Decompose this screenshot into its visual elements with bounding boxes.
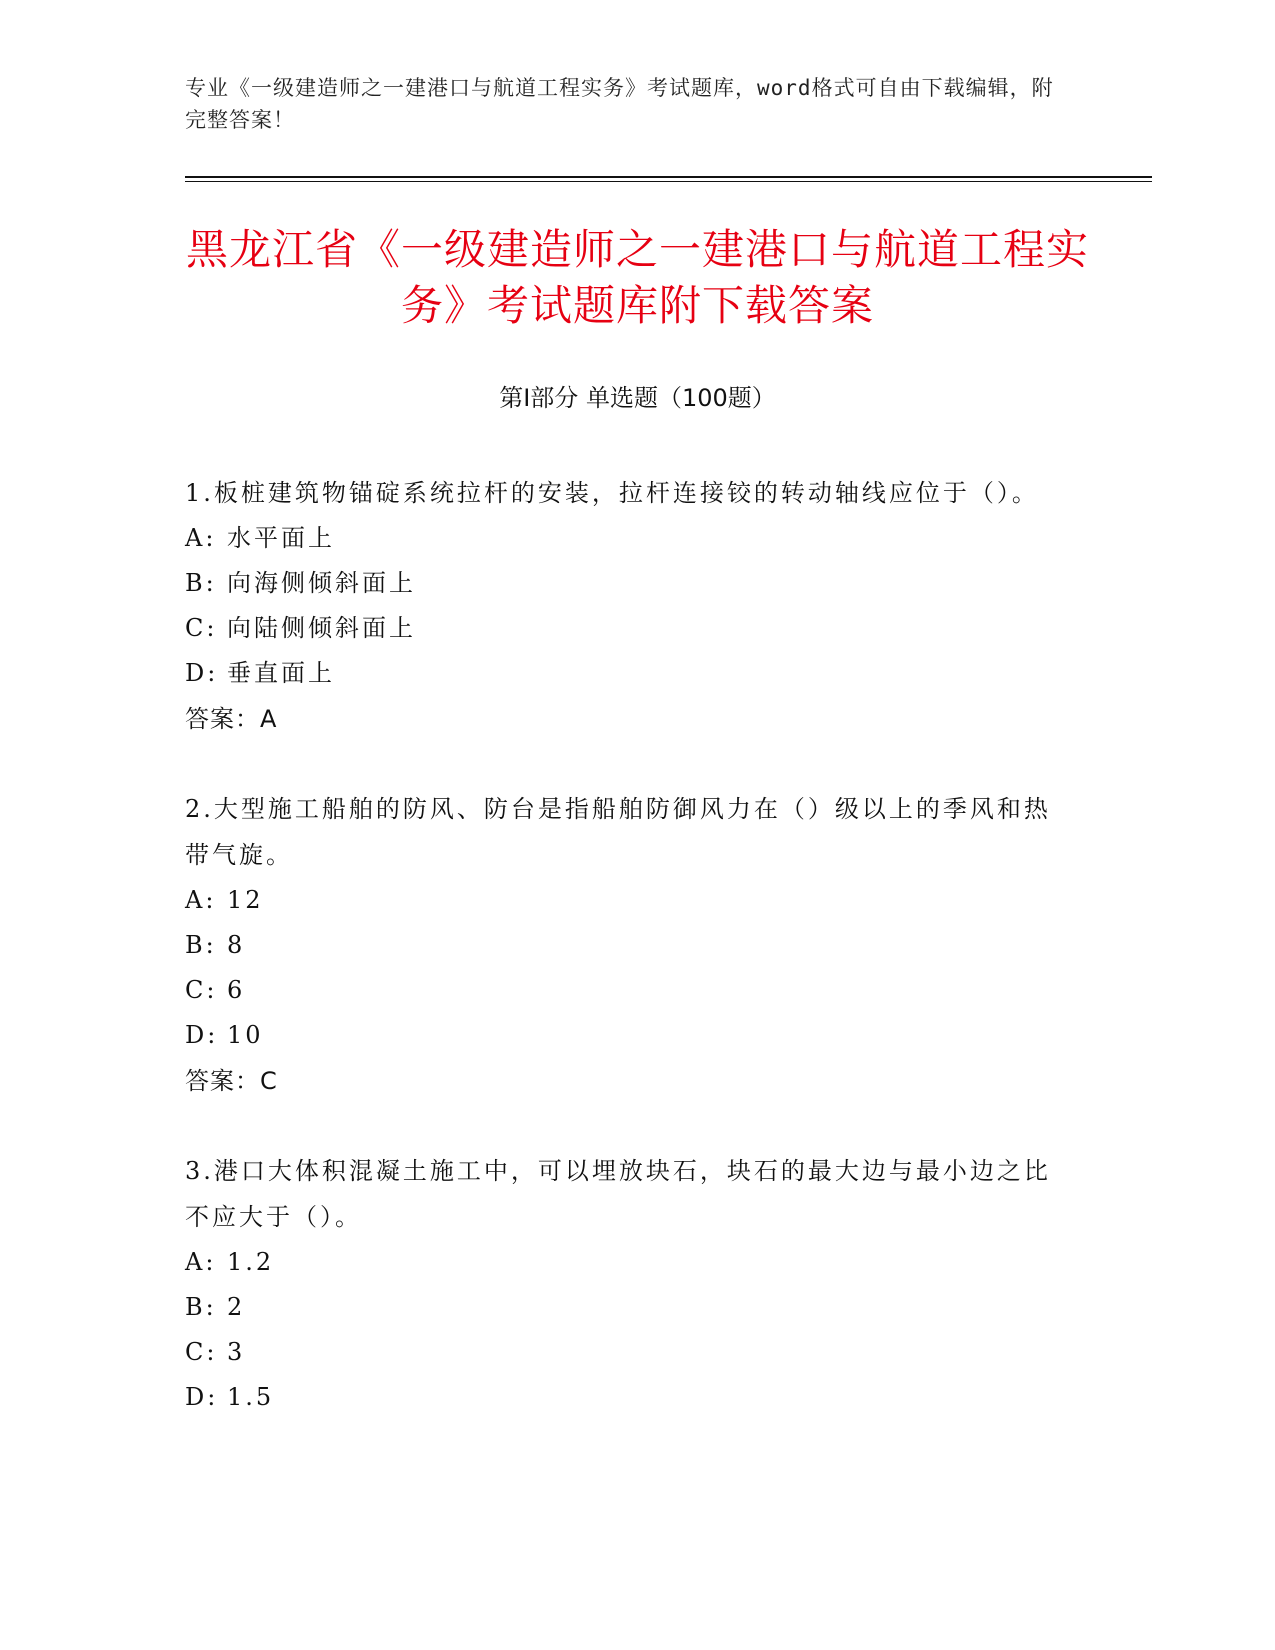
question-3 <box>185 1148 1065 1420</box>
option-text: 1.2 <box>227 1248 275 1276</box>
header-note: 专业《一级建造师之一建港口与航道工程实务》考试题库，word格式可自由下载编辑，附完整答案！ <box>185 76 1054 132</box>
option-text: 10 <box>227 1021 264 1049</box>
option-b <box>185 1285 1065 1330</box>
answer-line: 答案：A <box>185 705 278 733</box>
option-letter: D: <box>185 1021 219 1049</box>
question-stem: 1.板桩建筑物锚碇系统拉杆的安装，拉杆连接铰的转动轴线应位于（）。 <box>185 479 1039 507</box>
option-d <box>185 1013 1065 1058</box>
option-letter: C: <box>185 976 218 1004</box>
option-letter: A: <box>185 524 217 552</box>
option-d <box>185 1375 1065 1420</box>
option-c <box>185 606 1065 651</box>
option-c <box>185 1330 1065 1375</box>
option-a <box>185 1240 1065 1285</box>
header-rule-thick <box>185 176 1152 178</box>
option-b <box>185 923 1065 968</box>
option-text: 2 <box>227 1293 246 1321</box>
option-text: 8 <box>227 931 246 959</box>
option-text: 垂直面上 <box>227 659 335 687</box>
option-letter: B: <box>185 1293 217 1321</box>
option-text: 12 <box>227 886 264 914</box>
option-text: 向陆侧倾斜面上 <box>227 614 416 642</box>
option-letter: B: <box>185 931 217 959</box>
option-letter: C: <box>185 1338 218 1366</box>
option-letter: D: <box>185 1383 219 1411</box>
option-d <box>185 651 1065 696</box>
question-stem: 2.大型施工船舶的防风、防台是指船舶防御风力在（）级以上的季风和热带气旋。 <box>185 795 1051 869</box>
option-letter: A: <box>185 1248 217 1276</box>
option-text: 1.5 <box>227 1383 275 1411</box>
answer-line: 答案：C <box>185 1067 278 1095</box>
document-title: 黑龙江省《一级建造师之一建港口与航道工程实务》考试题库附下载答案 <box>185 225 1089 330</box>
option-text: 向海侧倾斜面上 <box>227 569 416 597</box>
option-text: 水平面上 <box>227 524 335 552</box>
question-1 <box>185 470 1065 742</box>
header-rule-thin <box>185 181 1152 182</box>
option-c <box>185 968 1065 1013</box>
option-letter: B: <box>185 569 217 597</box>
question-list <box>185 470 1065 1464</box>
section-title: 第Ⅰ部分 单选题（100题） <box>499 384 776 412</box>
question-stem: 3.港口大体积混凝土施工中，可以埋放块石，块石的最大边与最小边之比不应大于（）。 <box>185 1157 1051 1231</box>
option-letter: C: <box>185 614 218 642</box>
option-letter: D: <box>185 659 219 687</box>
option-a <box>185 878 1065 923</box>
question-2 <box>185 786 1065 1104</box>
option-text: 3 <box>227 1338 246 1366</box>
option-b <box>185 561 1065 606</box>
option-text: 6 <box>227 976 246 1004</box>
option-a <box>185 516 1065 561</box>
option-letter: A: <box>185 886 217 914</box>
